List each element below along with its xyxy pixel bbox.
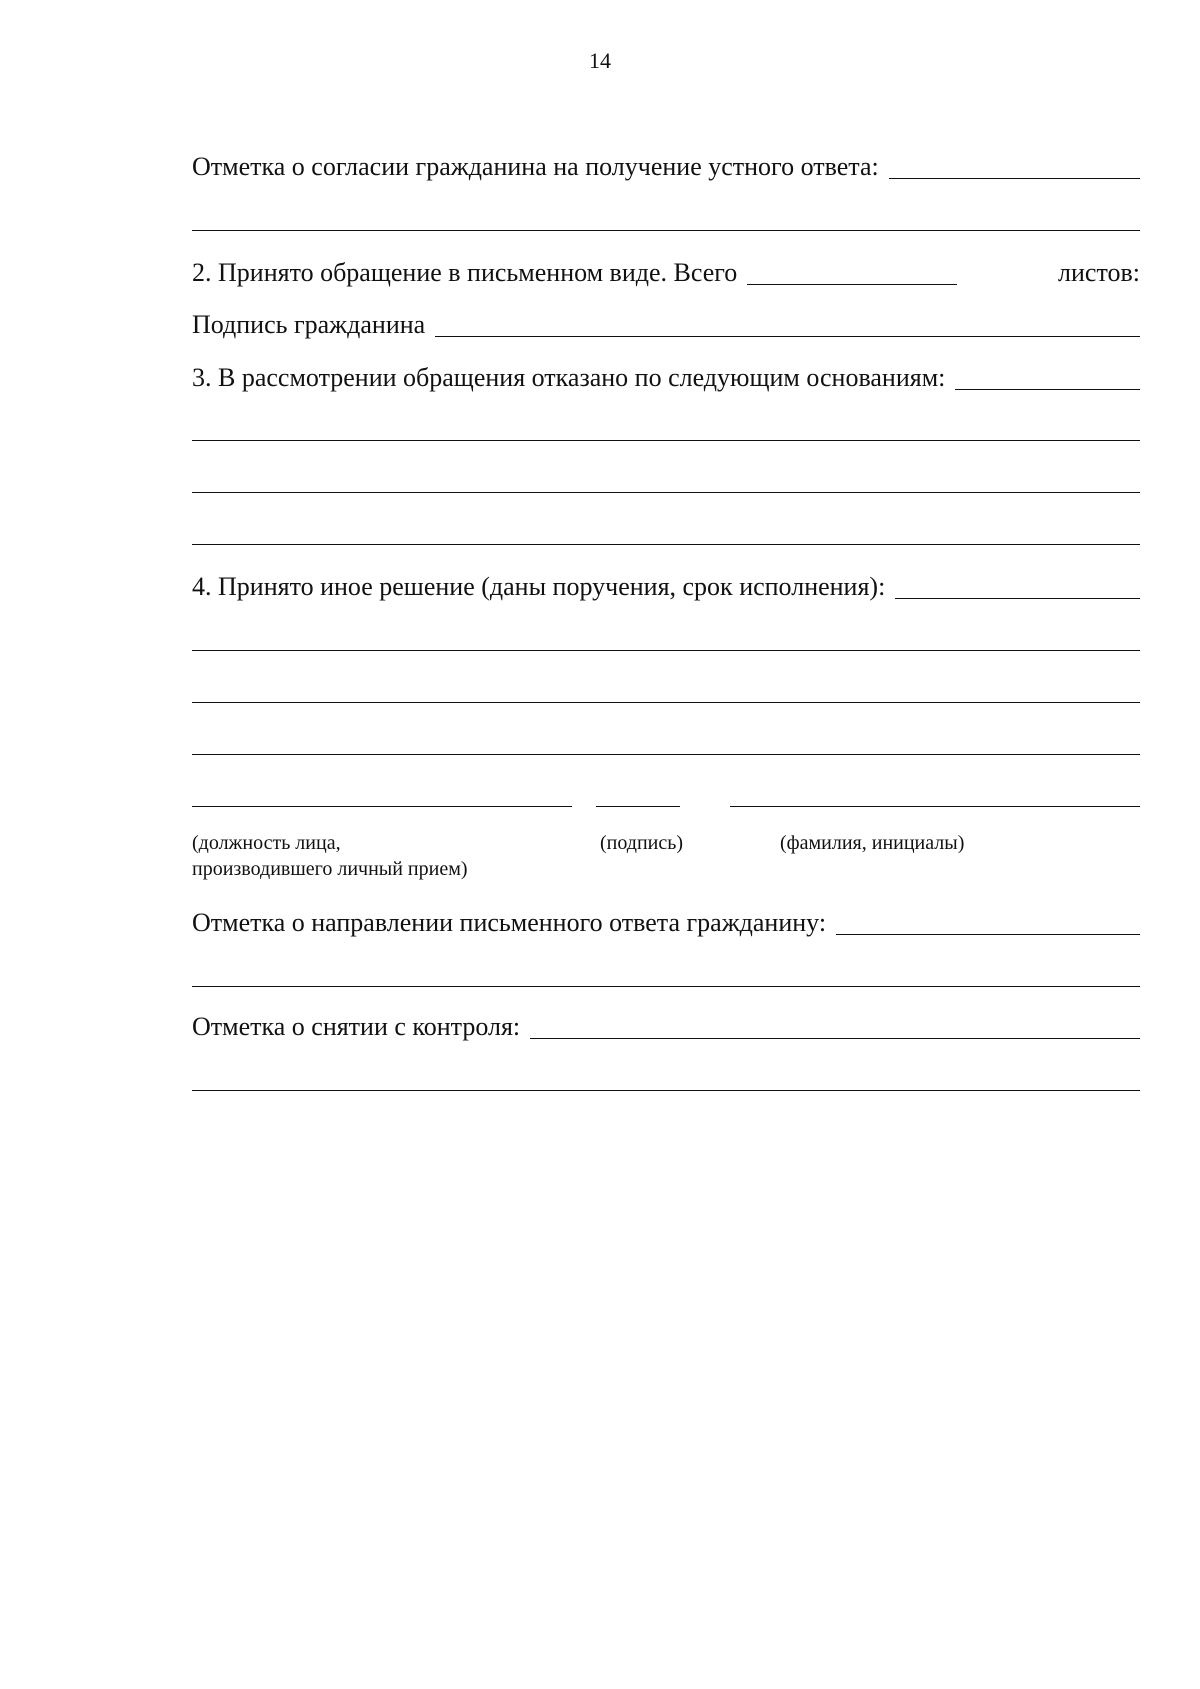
item3-label: 3. В рассмотрении обращения отказано по следующим основаниям: xyxy=(192,363,946,392)
position-line[interactable] xyxy=(192,806,572,807)
oral-consent-field[interactable] xyxy=(889,154,1140,179)
oral-consent-label: Отметка о согласии гражданина на получение устного ответа: xyxy=(192,152,879,181)
signature-caption: (подпись) xyxy=(600,832,684,854)
sheet-count-field[interactable] xyxy=(747,260,957,285)
control-removal-field[interactable] xyxy=(530,1014,1140,1039)
written-reply-label: Отметка о направлении письменного ответа гражданину: xyxy=(192,908,827,937)
oral-consent-row xyxy=(192,150,1140,182)
item3-line-3[interactable] xyxy=(192,544,1140,545)
item2-suffix: листов: xyxy=(1058,258,1140,287)
item4-field[interactable] xyxy=(895,574,1140,599)
control-removal-line[interactable] xyxy=(192,1090,1140,1091)
item3-line-1[interactable] xyxy=(192,440,1140,441)
item4-line-1[interactable] xyxy=(192,650,1140,651)
control-removal-label: Отметка о снятии с контроля: xyxy=(192,1012,521,1041)
item4-label: 4. Принято иное решение (даны поручения, срок исполнения): xyxy=(192,572,886,601)
item4-line-2[interactable] xyxy=(192,702,1140,703)
citizen-signature-row xyxy=(192,308,1140,340)
control-removal-row xyxy=(192,1010,1140,1042)
item3-row xyxy=(192,361,1140,393)
item2-row xyxy=(192,256,1140,288)
item4-row xyxy=(192,570,1140,602)
signature-line[interactable] xyxy=(596,806,680,807)
item4-line-3[interactable] xyxy=(192,754,1140,755)
item3-field[interactable] xyxy=(955,365,1140,390)
item2-label: 2. Принято обращение в письменном виде. Всего xyxy=(192,258,738,287)
citizen-signature-field[interactable] xyxy=(435,312,1140,337)
citizen-signature-label: Подпись гражданина xyxy=(192,310,426,339)
oral-consent-line[interactable] xyxy=(192,230,1140,231)
position-caption-line1: (должность лица, xyxy=(192,832,341,854)
item3-line-2[interactable] xyxy=(192,492,1140,493)
position-caption-line2: производившего личный прием) xyxy=(192,858,468,880)
page-number: 14 xyxy=(589,48,611,73)
name-caption: (фамилия, инициалы) xyxy=(780,832,965,854)
written-reply-line[interactable] xyxy=(192,986,1140,987)
written-reply-field[interactable] xyxy=(836,910,1140,935)
name-line[interactable] xyxy=(730,806,1140,807)
position-caption xyxy=(192,830,468,882)
written-reply-row xyxy=(192,906,1140,938)
